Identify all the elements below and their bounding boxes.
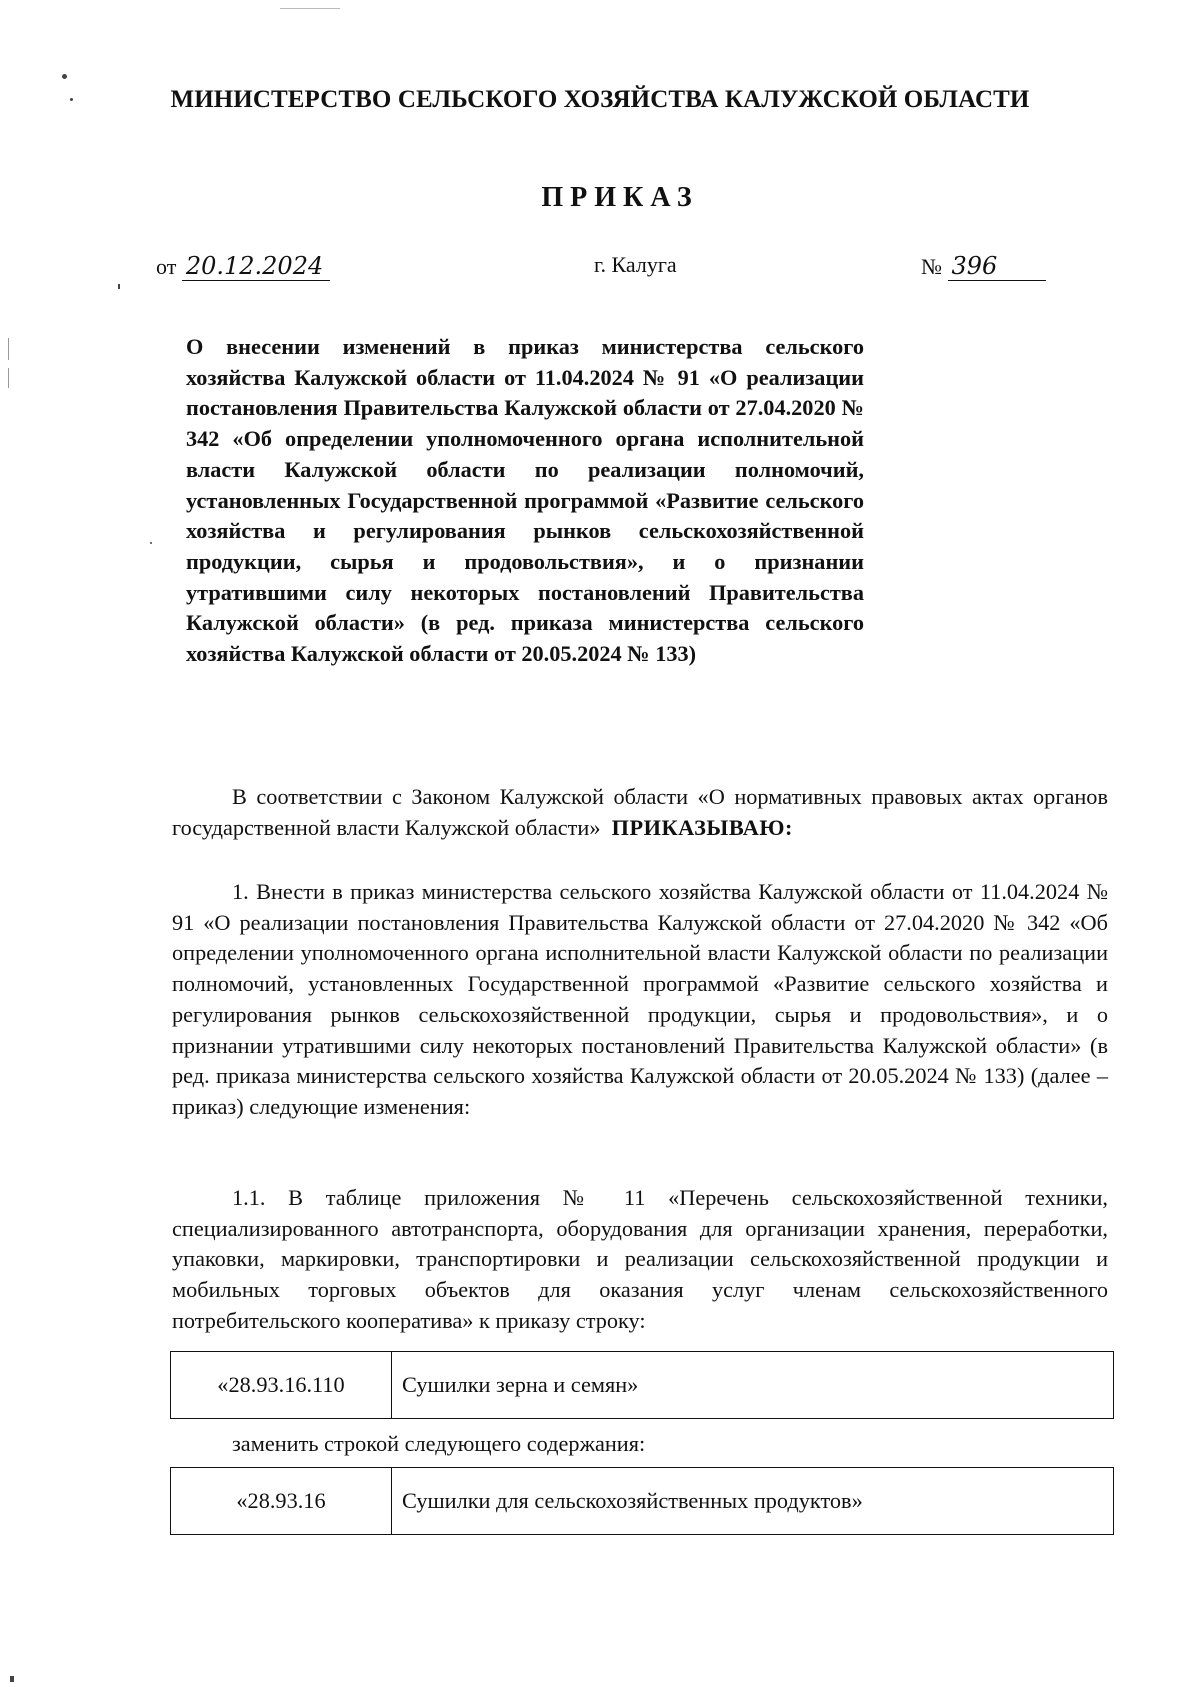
table-row <box>171 1468 1114 1535</box>
item-1-1-text: 1.1. В таблице приложения № 11 «Перечень сельскохозяйственной техники, специализированного автотранспорта, оборудования для организации хранения, переработки, упаковки, маркировки, транспортировки и реализации сельскохозяйственной продукции и мобильных торговых объектов для оказания услуг членам сельскохозяйственного потребительского кооператива» к приказу строку: <box>172 1185 1108 1333</box>
preamble-paragraph <box>172 782 1108 843</box>
new-row-code: «28.93.16 <box>171 1468 392 1535</box>
item-1-paragraph <box>172 877 1108 1123</box>
old-row-name: Сушилки зерна и семян» <box>392 1352 1114 1419</box>
old-row-table <box>170 1351 1114 1419</box>
document-meta-row <box>0 252 1200 288</box>
order-number <box>921 252 1046 281</box>
document-type-heading: ПРИКАЗ <box>541 182 699 213</box>
scan-speck <box>62 74 67 79</box>
new-row-name: Сушилки для сельскохозяйственных продуктов» <box>392 1468 1114 1535</box>
new-row-table <box>170 1467 1114 1535</box>
handwritten-date: 20.12.2024 <box>182 252 330 281</box>
scan-speck <box>150 542 152 544</box>
old-row-code: «28.93.16.110 <box>171 1352 392 1419</box>
scan-speck <box>8 338 9 360</box>
replace-instruction: заменить строкой следующего содержания: <box>232 1431 646 1456</box>
item-1-text: 1. Внести в приказ министерства сельского хозяйства Калужской области от 11.04.2024 № 91 «О реализации постановления Правительства Калужской области от 27.04.2020 № 342 «Об определении уполномоченного органа исполнительной власти Калужской области по реализации полномочий, установленных Государственной программой «Развитие сельского хозяйства и регулирования рынков сельскохозяйственной продукции, сырья и продовольствия», и о признании утратившими силу некоторых постановлений Правительства Калужской области» (в ред. приказа министерства сельского хозяйства Калужской области от 20.05.2024 № 133) (далее – приказ) следующие изменения: <box>172 879 1108 1119</box>
scan-speck <box>10 1676 14 1682</box>
scan-speck <box>280 8 340 9</box>
item-1-1-paragraph <box>172 1183 1108 1337</box>
scan-speck <box>8 368 9 388</box>
order-title: О внесении изменений в приказ министерства сельского хозяйства Калужской области от 11.04.2024 № 91 «О реализации постановления Правительства Калужской области от 27.04.2020 № 342 «Об определении уполномоченного органа исполнительной власти Калужской области по реализации полномочий, установленных Государственной программой «Развитие сельского хозяйства и регулирования рынков сельскохозяйственной продукции, сырья и продовольствия», и о признании утратившими силу некоторых постановлений Правительства Калужской области» (в ред. приказа министерства сельского хозяйства Калужской области от 20.05.2024 № 133) <box>186 334 864 667</box>
preamble-text: В соответствии с Законом Калужской области «О нормативных правовых актах органов государственной власти Калужской области» <box>172 784 1108 840</box>
number-prefix: № <box>921 254 942 279</box>
table-row <box>171 1352 1114 1419</box>
ministry-heading: МИНИСТЕРСТВО СЕЛЬСКОГО ХОЗЯЙСТВА КАЛУЖСКОЙ ОБЛАСТИ <box>170 86 1030 113</box>
order-city: г. Калуга <box>594 252 677 277</box>
handwritten-number: 396 <box>948 252 1046 281</box>
date-prefix: от <box>156 254 177 279</box>
order-keyword: ПРИКАЗЫВАЮ: <box>611 814 793 840</box>
order-date <box>156 252 330 281</box>
